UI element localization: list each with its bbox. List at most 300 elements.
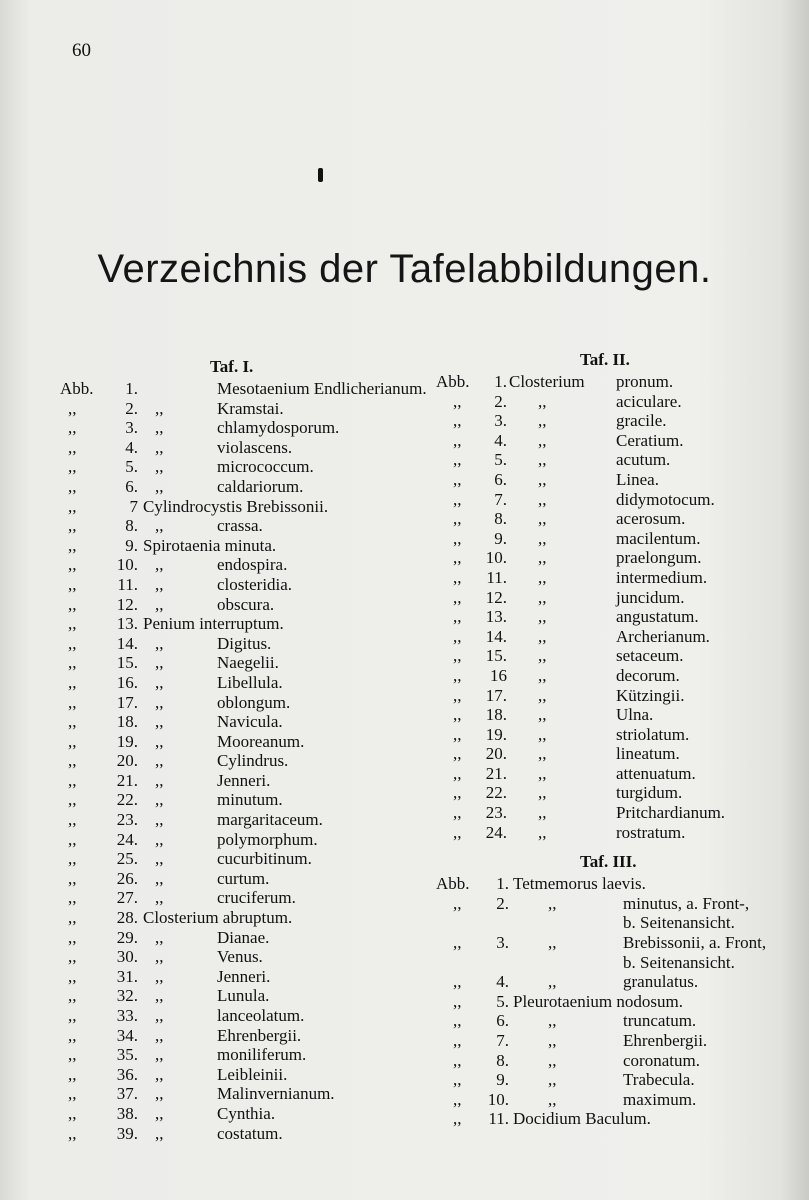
ditto-mark: ,, [155,653,164,673]
entry-prefix: ,, [453,1011,462,1031]
figure-number: 6. [494,469,507,489]
figure-entry [60,830,420,850]
column-left [60,355,427,1143]
species-name: pronum. [616,372,674,391]
ditto-mark: ,, [548,1011,557,1031]
ditto-mark: ,, [538,685,547,705]
figure-number: 21. [116,770,138,790]
ditto-mark: ,, [155,829,164,849]
entry-prefix: ,, [68,1084,77,1104]
ditto-mark: ,, [548,1089,557,1109]
figure-number: 1. [496,874,509,894]
figure-number: 14. [485,626,507,646]
entry-prefix: ,, [68,829,77,849]
ditto-mark: ,, [155,1123,164,1143]
figure-entry [433,646,803,666]
species-name: Mooreanum. [217,731,305,751]
ditto-mark: ,, [538,509,547,529]
figure-entry [433,764,803,784]
species-name: Trabecula. [623,1070,695,1090]
ditto-mark: ,, [155,633,164,653]
ditto-mark: ,, [155,947,164,967]
species-name: micrococcum. [217,457,314,477]
figure-number: 17. [485,685,507,705]
figure-number: 3. [496,933,509,953]
entry-prefix: ,, [68,418,77,438]
species-name: Digitus. [217,633,272,653]
figure-entry [433,725,803,745]
figure-entry [433,874,803,894]
species-name: Leibleinii. [217,1064,288,1084]
ditto-mark: ,, [538,528,547,548]
entry-prefix: ,, [68,751,77,771]
figure-number: 6. [496,1011,509,1031]
ditto-mark: ,, [155,810,164,830]
species-name: truncatum. [623,1011,697,1031]
figure-number: 5. [496,991,509,1011]
entry-prefix: ,, [68,927,77,947]
ditto-mark: ,, [155,927,164,947]
entry-prefix: ,, [453,450,462,470]
figure-entry [433,744,803,764]
species-name: moniliferum. [217,1045,307,1065]
plate-list-taf3 [433,874,803,1129]
entry-prefix: ,, [68,810,77,830]
figure-number: 32. [116,986,138,1006]
ditto-mark: ,, [155,418,164,438]
figure-entry [433,509,803,529]
ditto-mark: ,, [155,1025,164,1045]
column-right [433,348,803,1129]
entry-prefix: ,, [453,509,462,529]
figure-number: 14. [116,633,138,653]
species-name: minutus, a. Front-, [623,893,750,913]
figure-number: 29. [116,927,138,947]
figure-entry [433,450,803,470]
figure-number: 2. [496,893,509,913]
species-name: Ulna. [616,705,654,725]
ditto-mark: ,, [155,1084,164,1104]
plate-list-taf1 [60,379,427,1143]
entry-prefix: Abb. [60,379,94,398]
figure-entry [60,379,427,399]
genus-name: Closterium abruptum. [143,908,293,928]
entry-prefix: Abb. [436,874,470,894]
ditto-mark: ,, [538,822,547,842]
ditto-mark: ,, [538,489,547,509]
species-name: decorum. [616,665,680,685]
species-name: Lunula. [217,986,270,1006]
ditto-mark: ,, [155,986,164,1006]
species-name: juncidum. [616,587,685,607]
entry-prefix: ,, [68,908,77,928]
figure-entry [433,490,803,510]
figure-entry [433,392,803,412]
figure-entry [60,673,420,693]
entry-prefix: ,, [68,1006,77,1025]
species-name: lineatum. [616,744,680,764]
figure-number: 21. [485,763,507,783]
species-name: aciculare. [616,391,682,411]
ditto-mark: ,, [155,888,164,908]
entry-prefix: ,, [68,1064,77,1084]
plate-heading-taf2: Taf. II. [580,350,630,369]
species-name: crassa. [217,516,263,536]
ditto-mark: ,, [548,972,557,992]
ditto-mark: ,, [155,1103,164,1123]
species-name: oblongum. [217,692,291,712]
species-name: Brebissonii, a. Front, [623,933,767,953]
entry-prefix: ,, [68,516,77,536]
entry-prefix: ,, [68,770,77,790]
figure-number: 2. [494,391,507,411]
page-number: 60 [72,40,91,61]
figure-number: 12. [485,587,507,607]
figure-entry [433,953,803,973]
figure-number: 24. [116,829,138,849]
genus-name: Pleurotaenium nodosum. [513,991,683,1011]
species-name: attenuatum. [616,763,696,783]
entry-prefix: ,, [453,705,462,725]
entry-prefix: ,, [453,933,462,953]
species-name: Malinvernianum. [217,1084,335,1104]
entry-prefix: ,, [453,1050,462,1070]
figure-entry [60,1045,420,1065]
ditto-mark: ,, [538,724,547,744]
figure-number: 23. [485,803,507,823]
figure-number: 36. [116,1064,138,1084]
species-name: Cynthia. [217,1103,276,1123]
figure-entry [433,933,803,953]
figure-entry [60,614,420,634]
ditto-mark: ,, [155,476,164,496]
species-name: margaritaceum. [217,810,323,830]
figure-number: 16. [116,672,138,692]
figure-number: 23. [116,810,138,830]
species-name: Kramstai. [217,398,284,418]
species-name: violascens. [217,437,293,457]
plate-heading-taf1: Taf. I. [210,357,254,376]
genus-name: Tetmemorus laevis. [513,874,646,894]
entry-prefix: ,, [68,712,77,732]
species-name: Dianae. [217,927,270,947]
figure-number: 10. [485,548,507,568]
figure-entry [60,888,420,908]
figure-number: 16 [490,665,507,685]
ditto-mark: ,, [155,516,164,536]
figure-entry [60,399,420,419]
ditto-mark: ,, [548,933,557,953]
ditto-mark: ,, [538,607,547,627]
ditto-mark: ,, [155,1006,164,1025]
figure-number: 4. [494,430,507,450]
figure-entry [60,555,420,575]
figure-number: 30. [116,947,138,967]
figure-number: 20. [485,744,507,764]
entry-prefix: ,, [453,587,462,607]
species-name: Naegelii. [217,653,279,673]
entry-prefix: ,, [68,790,77,810]
figure-entry [60,693,420,713]
figure-number: 24. [485,822,507,842]
figure-number: 4. [125,437,138,457]
entry-prefix: ,, [453,411,462,431]
figure-entry [60,438,420,458]
figure-number: 35. [116,1045,138,1065]
plate-list-taf2 [433,372,803,842]
entry-prefix: ,, [68,614,77,634]
figure-entry [60,908,420,928]
figure-entry [60,771,420,791]
figure-entry [60,928,420,948]
ditto-mark: ,, [538,665,547,685]
figure-number: 19. [485,724,507,744]
figure-number: 6. [125,476,138,496]
ditto-mark: ,, [548,1070,557,1090]
figure-entry [433,548,803,568]
species-name: polymorphum. [217,829,318,849]
ditto-mark: ,, [155,692,164,712]
figure-entry [60,536,420,556]
entry-prefix: ,, [453,626,462,646]
species-name: closteridia. [217,574,293,594]
ditto-mark: ,, [548,1050,557,1070]
entry-prefix: ,, [68,633,77,653]
ditto-mark: ,, [155,712,164,732]
figure-entry [60,947,420,967]
ditto-mark: ,, [155,868,164,888]
ditto-mark: ,, [548,893,557,913]
species-name: Mesotaenium Endlicherianum. [217,379,427,398]
figure-entry [60,986,420,1006]
figure-entry [60,653,420,673]
ditto-mark: ,, [538,548,547,568]
figure-entry [60,575,420,595]
figure-entry [433,1090,803,1110]
figure-entry [60,967,420,987]
ditto-mark: ,, [538,705,547,725]
ditto-mark: ,, [538,567,547,587]
ditto-mark: ,, [155,437,164,457]
figure-entry [433,529,803,549]
figure-number: 28. [116,908,138,928]
figure-entry [433,1051,803,1071]
entry-prefix: ,, [68,888,77,908]
entry-prefix: ,, [68,476,77,496]
figure-entry [60,790,420,810]
figure-entry [433,686,803,706]
figure-entry [60,497,420,517]
ditto-mark: ,, [155,770,164,790]
entry-prefix: ,, [68,574,77,594]
ditto-mark: ,, [538,587,547,607]
figure-entry [433,783,803,803]
species-name: Navicula. [217,712,283,732]
entry-prefix: ,, [68,731,77,751]
figure-entry [60,516,420,536]
genus-name: Cylindrocystis Brebissonii. [143,496,329,516]
entry-prefix: ,, [68,653,77,673]
figure-number: 15. [116,653,138,673]
figure-entry [60,595,420,615]
figure-number: 10. [487,1089,509,1109]
species-name: maximum. [623,1089,697,1109]
figure-number: 9. [125,535,138,555]
entry-prefix: ,, [453,567,462,587]
figure-entry [433,1109,803,1129]
species-name: acerosum. [616,509,686,529]
figure-number: 11. [117,574,138,594]
ditto-mark: ,, [155,574,164,594]
entry-prefix: Abb. [436,372,470,391]
species-name: costatum. [217,1123,283,1143]
ditto-mark: ,, [155,790,164,810]
entry-prefix: ,, [453,548,462,568]
entry-prefix: ,, [68,555,77,575]
figure-number: 2. [125,398,138,418]
figure-number: 10. [116,555,138,575]
entry-prefix: ,, [68,692,77,712]
figure-entry [433,627,803,647]
figure-number: 8. [496,1050,509,1070]
ditto-mark: ,, [538,430,547,450]
entry-prefix: ,, [68,437,77,457]
species-name: Venus. [217,947,263,967]
species-name: Cylindrus. [217,751,289,771]
entry-prefix: ,, [453,489,462,509]
figure-number: 13. [116,614,138,634]
figure-entry [60,1006,420,1026]
species-name: cruciferum. [217,888,296,908]
figure-entry [433,431,803,451]
figure-entry [60,1084,420,1104]
species-name: angustatum. [616,607,699,627]
ditto-mark: ,, [538,626,547,646]
species-name: Pritchardianum. [616,803,726,823]
figure-entry [433,1011,803,1031]
figure-number: 27. [116,888,138,908]
figure-entry [433,894,803,914]
species-name: Libellula. [217,672,283,692]
ditto-mark: ,, [155,731,164,751]
species-name: acutum. [616,450,671,470]
figure-number: 19. [116,731,138,751]
ditto-mark: ,, [155,1045,164,1065]
ditto-mark: ,, [538,803,547,823]
species-name: praelongum. [616,548,702,568]
ditto-mark: ,, [538,783,547,803]
figure-entry [433,972,803,992]
figure-number: 15. [485,646,507,666]
ditto-mark: ,, [155,594,164,614]
ditto-mark: ,, [155,398,164,418]
entry-prefix: ,, [68,868,77,888]
entry-prefix: ,, [453,1109,462,1129]
figure-entry [433,913,803,933]
entry-prefix: ,, [68,594,77,614]
figure-number: 9. [496,1070,509,1090]
figure-entry [60,1026,420,1046]
figure-entry [433,666,803,686]
ditto-mark: ,, [538,391,547,411]
entry-prefix: ,, [453,469,462,489]
figure-entry [60,634,420,654]
figure-number: 39. [116,1123,138,1143]
figure-number: 26. [116,868,138,888]
species-name: striolatum. [616,724,690,744]
figure-number: 22. [485,783,507,803]
figure-number: 3. [125,418,138,438]
figure-entry [433,411,803,431]
figure-number: 33. [116,1006,138,1025]
entry-prefix: ,, [453,763,462,783]
species-name: lanceolatum. [217,1006,305,1025]
figure-number: 5. [494,450,507,470]
figure-number: 4. [496,972,509,992]
species-name: setaceum. [616,646,684,666]
entry-prefix: ,, [453,1089,462,1109]
figure-entry [60,1104,420,1124]
species-name: b. Seitenansicht. [623,952,735,972]
ditto-mark: ,, [155,555,164,575]
figure-number: 17. [116,692,138,712]
figure-entry [60,810,420,830]
figure-number: 1. [494,372,507,391]
figure-number: 3. [494,411,507,431]
entry-prefix: ,, [453,991,462,1011]
entry-prefix: ,, [453,724,462,744]
figure-entry [60,477,420,497]
figure-number: 20. [116,751,138,771]
figure-number: 34. [116,1025,138,1045]
entry-prefix: ,, [453,1070,462,1090]
species-name: Archerianum. [616,626,710,646]
figure-entry [433,470,803,490]
figure-number: 12. [116,594,138,614]
figure-entry [60,732,420,752]
species-name: macilentum. [616,528,701,548]
species-name: cucurbitinum. [217,849,312,869]
ditto-mark: ,, [155,849,164,869]
ditto-mark: ,, [538,744,547,764]
page-title: Verzeichnis der Tafelabbildungen. [97,246,712,291]
entry-prefix: ,, [453,665,462,685]
figure-number: 22. [116,790,138,810]
ditto-mark: ,, [538,469,547,489]
ditto-mark: ,, [538,450,547,470]
species-name: intermedium. [616,567,708,587]
entry-prefix: ,, [68,672,77,692]
figure-number: 18. [116,712,138,732]
figure-number: 11. [486,567,507,587]
species-name: chlamydosporum. [217,418,340,438]
entry-prefix: ,, [68,986,77,1006]
species-name: caldariorum. [217,476,304,496]
genus-name: Penium interruptum. [143,614,284,634]
entry-prefix: ,, [453,685,462,705]
figure-number: 7. [496,1031,509,1050]
figure-number: 7. [494,489,507,509]
ditto-mark: ,, [155,1064,164,1084]
ditto-mark: ,, [538,763,547,783]
ditto-mark: ,, [538,646,547,666]
species-name: gracile. [616,411,667,431]
figure-number: 38. [116,1103,138,1123]
figure-number: 18. [485,705,507,725]
entry-prefix: ,, [68,849,77,869]
figure-entry [433,803,803,823]
species-name: Ceratium. [616,430,684,450]
